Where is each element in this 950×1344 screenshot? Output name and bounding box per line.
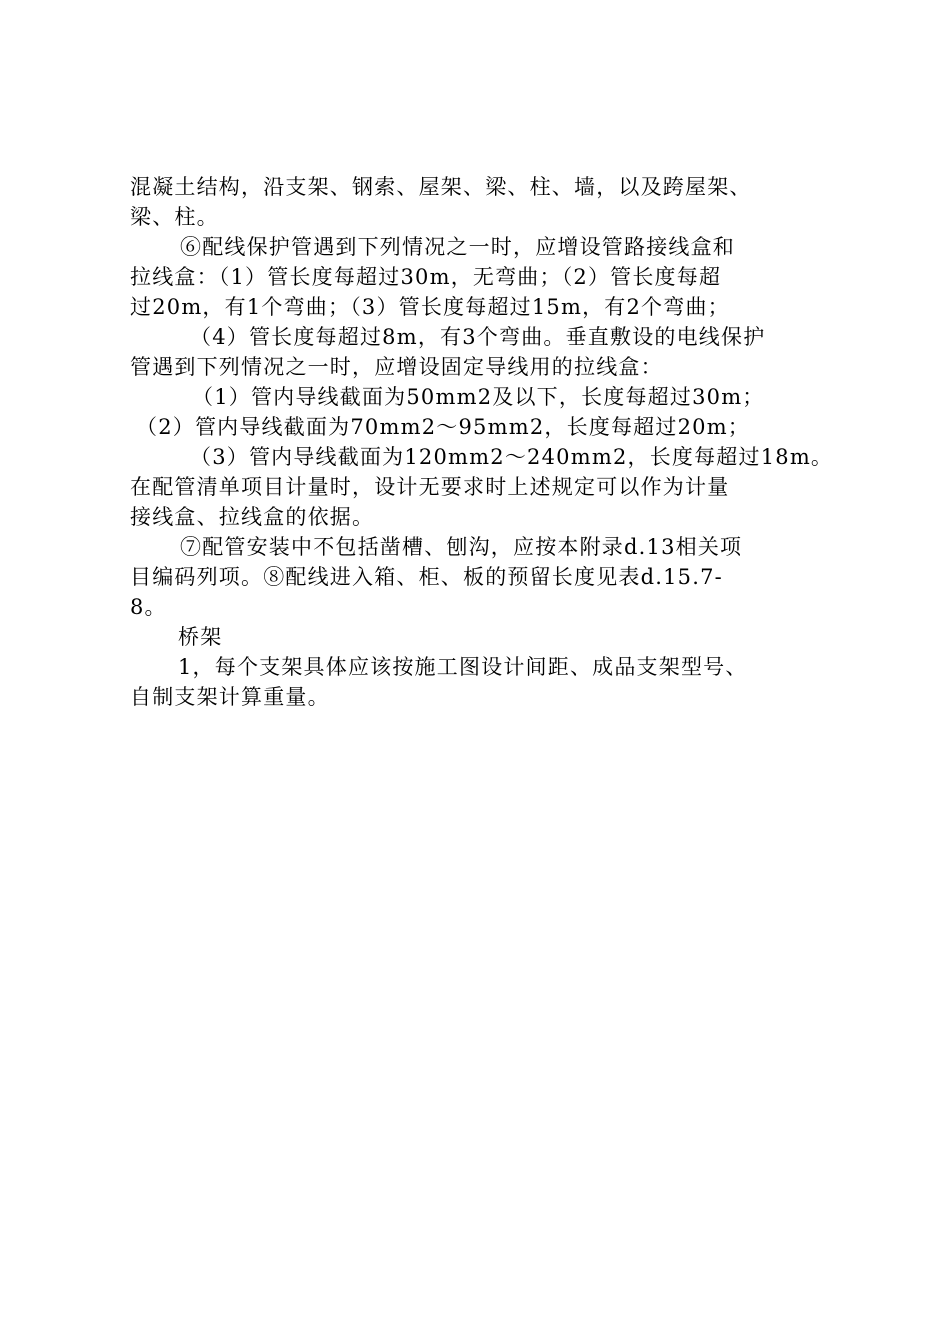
text-line: （3）管内导线截面为120mm2～240mm2，长度每超过18m。	[190, 445, 834, 469]
text-line: 管遇到下列情况之一时，应增设固定导线用的拉线盒：	[130, 355, 663, 379]
text-line: 自制支架计算重量。	[130, 685, 330, 709]
text-line: 过20m，有1个弯曲；（3）管长度每超过15m，有2个弯曲；	[130, 295, 730, 319]
body-text	[130, 172, 850, 712]
text-line: ⑦配管安装中不包括凿槽、刨沟，应按本附录d.13相关项	[180, 535, 743, 559]
text-line: 拉线盒：（1）管长度每超过30m，无弯曲；（2）管长度每超	[130, 265, 722, 289]
text-line: 目编码列项。⑧配线进入箱、柜、板的预留长度见表d.15.7-	[130, 565, 723, 589]
text-line: （4）管长度每超过8m，有3个弯曲。垂直敷设的电线保护	[190, 325, 766, 349]
text-line: 8。	[130, 595, 167, 619]
text-line: ⑥配线保护管遇到下列情况之一时，应增设管路接线盒和	[180, 235, 735, 259]
text-line: 在配管清单项目计量时，设计无要求时上述规定可以作为计量	[130, 475, 730, 499]
text-line: 接线盒、拉线盒的依据。	[130, 505, 375, 529]
text-line: 1，每个支架具体应该按施工图设计间距、成品支架型号、	[178, 655, 748, 679]
text-line: 梁、柱。	[130, 205, 219, 229]
section-heading: 桥架	[178, 625, 223, 649]
text-line: 混凝土结构，沿支架、钢索、屋架、梁、柱、墙，以及跨屋架、	[130, 175, 752, 199]
text-line: （2）管内导线截面为70mm2～95mm2，长度每超过20m；	[136, 415, 751, 439]
text-line: （1）管内导线截面为50mm2及以下，长度每超过30m；	[192, 385, 765, 409]
